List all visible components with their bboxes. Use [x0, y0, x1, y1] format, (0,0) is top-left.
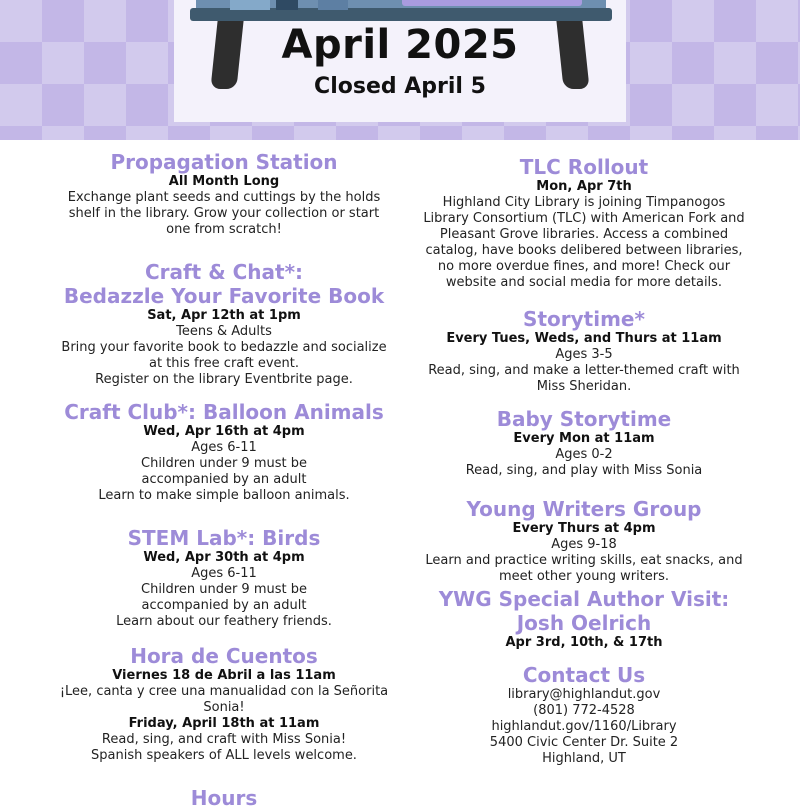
event-date: Every Mon at 11am — [513, 431, 655, 446]
event-propagation-station — [40, 150, 408, 238]
event-text: Learn about our feathery friends. — [116, 614, 332, 629]
event-date: Wed, Apr 16th at 4pm — [143, 424, 305, 439]
event-title: YWG Special Author Visit: — [438, 587, 730, 611]
event-text: accompanied by an adult — [141, 472, 307, 487]
event-date: All Month Long — [168, 174, 280, 189]
event-text: Ages 6-11 — [191, 566, 257, 581]
event-date: Apr 3rd, 10th, & 17th — [505, 635, 663, 650]
event-text: Sonia! — [203, 700, 245, 715]
event-text: Read, sing, and make a letter-themed craft with — [428, 363, 740, 378]
event-text: Ages 9-18 — [551, 537, 617, 552]
contact-address-line: Highland, UT — [542, 751, 626, 766]
event-date: Sat, Apr 12th at 1pm — [147, 308, 301, 323]
event-text: Highland City Library is joining Timpanogos — [442, 195, 726, 210]
event-text: Read, sing, and play with Miss Sonia — [465, 463, 703, 478]
event-text: Learn and practice writing skills, eat snacks, and — [425, 553, 743, 568]
event-title: Bedazzle Your Favorite Book — [63, 284, 385, 308]
event-craft-and-chat — [40, 260, 408, 388]
event-text: Read, sing, and craft with Miss Sonia! — [101, 732, 347, 747]
event-text: Spanish speakers of ALL levels welcome. — [91, 748, 357, 763]
event-title: Young Writers Group — [466, 497, 702, 521]
event-text: Bring your favorite book to bedazzle and socialize — [61, 340, 387, 355]
event-text: no more overdue fines, and more! Check our — [437, 259, 731, 274]
event-ywg-author-visit — [408, 587, 760, 651]
event-title: Craft Club*: Balloon Animals — [64, 400, 384, 424]
event-text: Pleasant Grove libraries. Access a combined — [439, 227, 729, 242]
event-young-writers-group — [408, 497, 760, 585]
event-title: Josh Oelrich — [516, 611, 652, 635]
event-title: Propagation Station — [110, 150, 338, 174]
event-title: Storytime* — [523, 307, 645, 331]
contact-email-link[interactable]: library@highlandut.gov — [507, 687, 661, 702]
event-text: Ages 3-5 — [555, 347, 613, 362]
event-text: catalog, have books delibered between libraries, — [425, 243, 743, 258]
event-title: Hora de Cuentos — [130, 644, 318, 668]
event-title: Baby Storytime — [496, 407, 672, 431]
book-icon — [276, 0, 298, 10]
event-text: meet other young writers. — [498, 569, 670, 584]
contact-phone[interactable]: (801) 772-4528 — [533, 703, 635, 718]
contact-website-link[interactable]: highlandut.gov/1160/Library — [491, 719, 677, 734]
event-baby-storytime — [408, 407, 760, 479]
event-title: TLC Rollout — [519, 155, 649, 179]
event-text: accompanied by an adult — [141, 598, 307, 613]
event-text: Exchange plant seeds and cuttings by the holds — [67, 190, 381, 205]
book-icon — [318, 0, 348, 10]
event-date: Every Tues, Weds, and Thurs at 11am — [446, 331, 722, 346]
event-text: Children under 9 must be — [141, 582, 307, 597]
page-title: April 2025 — [281, 22, 519, 68]
event-text: ¡Lee, canta y cree una manualidad con la Señorita — [59, 684, 389, 699]
contact-title: Contact Us — [522, 663, 646, 687]
event-stem-lab — [40, 526, 408, 630]
event-text: shelf in the library. Grow your collection or start — [68, 206, 380, 221]
event-text: Learn to make simple balloon animals. — [98, 488, 350, 503]
event-text: Register on the library Eventbrite page. — [95, 372, 353, 387]
event-craft-club — [40, 400, 408, 504]
right-column — [408, 155, 760, 767]
closed-notice: Closed April 5 — [314, 74, 486, 99]
event-date: Wed, Apr 30th at 4pm — [143, 550, 305, 565]
event-tlc-rollout — [408, 155, 760, 291]
book-icon — [230, 0, 270, 10]
library-sign-strip — [402, 0, 582, 6]
event-title: Craft & Chat*: — [144, 260, 304, 284]
event-text: Children under 9 must be — [141, 456, 307, 471]
event-text: Miss Sheridan. — [536, 379, 632, 394]
event-text: one from scratch! — [166, 222, 282, 237]
event-text: website and social media for more details. — [445, 275, 723, 290]
event-date: Viernes 18 de Abril a las 11am — [112, 668, 336, 683]
event-date: Friday, April 18th at 11am — [128, 716, 320, 731]
event-date: Every Thurs at 4pm — [512, 521, 656, 536]
event-text: Ages 6-11 — [191, 440, 257, 455]
event-hora-de-cuentos — [40, 644, 408, 764]
event-text: Ages 0-2 — [555, 447, 613, 462]
event-text: Library Consortium (TLC) with American Fork and — [423, 211, 745, 226]
contact-section — [408, 663, 760, 767]
event-text: at this free craft event. — [148, 356, 299, 371]
event-storytime — [408, 307, 760, 395]
contact-address-line: 5400 Civic Center Dr. Suite 2 — [489, 735, 679, 750]
section-title-hours: Hours — [190, 786, 258, 810]
left-column — [40, 150, 408, 764]
event-title: STEM Lab*: Birds — [127, 526, 321, 550]
event-date: Mon, Apr 7th — [536, 179, 632, 194]
event-text: Teens & Adults — [176, 324, 272, 339]
